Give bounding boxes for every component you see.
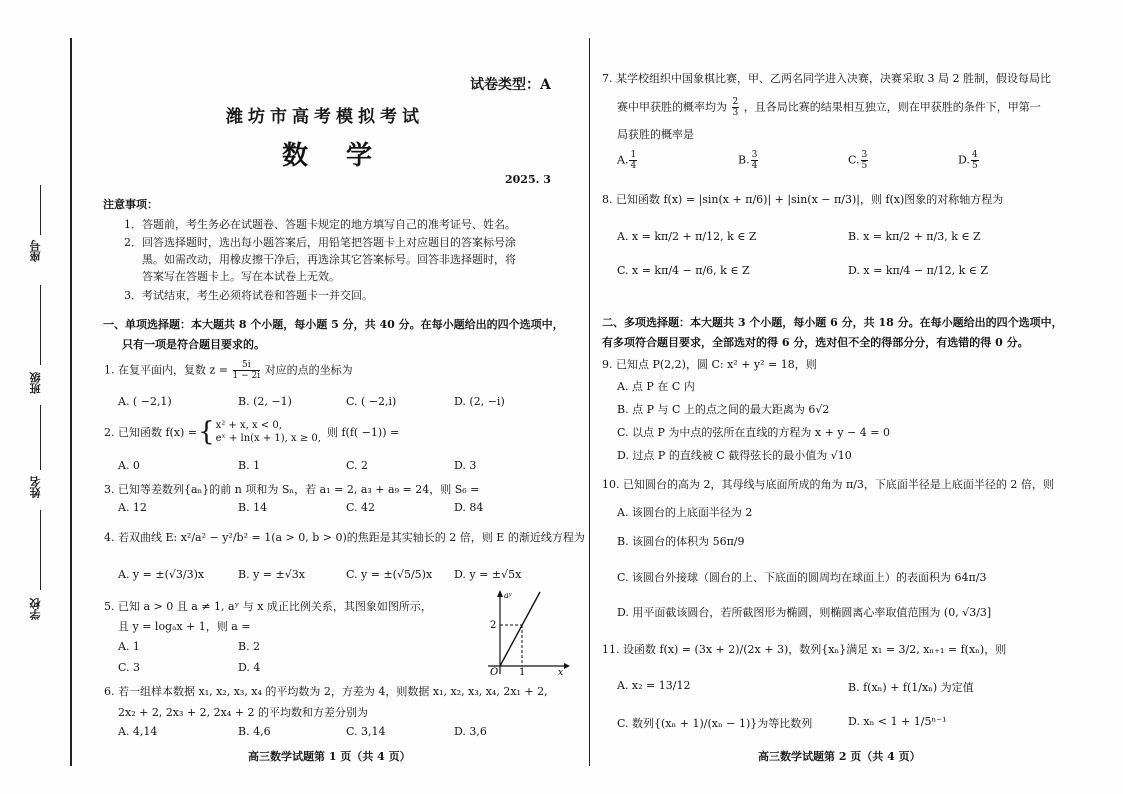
notice-item-2: 2．回答选择题时，选出每小题答案后，用铅笔把答题卡上对应题目的答案标号涂 [124, 236, 516, 249]
q2-option-a: A. 0 [118, 459, 140, 472]
q7-option-a-den: 4 [630, 161, 637, 171]
q2-brace: { [198, 417, 215, 447]
q1-stem-b: 对应的点的坐标为 [264, 363, 353, 377]
q1-stem [104, 360, 353, 381]
notice-title: 注意事项： [103, 198, 158, 211]
q7-stem-line3: 局获胜的概率是 [617, 128, 694, 141]
q2-cases [216, 419, 321, 445]
q7-prob-num: 2 [732, 97, 739, 107]
q7-option-d [958, 150, 980, 171]
q10-option-a: A. 该圆台的上底面半径为 2 [617, 506, 753, 519]
q5-graph-y-label: aʸ [504, 591, 512, 600]
q4-option-d: D. y = ±√5x [454, 568, 522, 581]
center-divider [589, 38, 590, 766]
q5-option-a: A. 1 [118, 640, 140, 653]
binding-seat-label: 座号 [29, 240, 42, 262]
binding-class-label: 班级 [29, 372, 42, 394]
q5-graph-y-arrow [497, 590, 503, 597]
q9-option-a: A. 点 P 在 C 内 [617, 380, 695, 393]
q10-stem: 10. 已知圆台的高为 2，其母线与底面所成的角为 π/3，下底面半径是上底面半径的 2 倍，则 [602, 478, 1054, 491]
q2-case-2: eˣ + ln(x + 1), x ≥ 0, [215, 433, 321, 444]
binding-class-blank [40, 285, 41, 365]
q6-option-c: C. 3,14 [346, 725, 386, 738]
q7-option-b-letter: B. [738, 153, 750, 167]
q5-option-d: D. 4 [238, 661, 261, 674]
notice-item-1: 1．答题前，考生务必在试题卷、答题卡规定的地方填写自己的准考证号、姓名。 [124, 218, 516, 231]
notice-item-3: 3．考试结束，考生必须将试卷和答题卡一并交回。 [124, 289, 373, 302]
notice-item-2-cont: 黑。如需改动，用橡皮擦干净后，再选涂其它答案标号。回答非选择题时，将 [142, 253, 516, 266]
q2-option-c: C. 2 [346, 459, 369, 472]
q7-stem-line1: 7. 某学校组织中国象棋比赛，甲、乙两名同学进入决赛，决赛采取 3 局 2 胜制，假设每局比 [602, 72, 1051, 85]
q1-option-c: C. ( −2,i) [346, 395, 397, 408]
q7-option-a-num: 1 [630, 150, 637, 160]
footer-left: 高三数学试题第 1 页（共 4 页） [248, 750, 411, 763]
exam-date: 2025. 3 [505, 173, 551, 186]
section2-heading-cont: 有多项符合题目要求，全部选对的得 6 分，选对但不全的得部分分，有选错的得 0 分。 [602, 336, 1029, 349]
q1-fraction [233, 360, 261, 381]
q5-stem-line1: 5. 已知 a > 0 且 a ≠ 1, aʸ 与 x 成正比例关系，其图象如图所示， [104, 600, 432, 613]
q8-stem: 8. 已知函数 f(x) = |sin(x + π/6)| + |sin(x − π/3)|，则 f(x)图象的对称轴方程为 [602, 193, 1004, 206]
q6-stem-line2: 2x₂ + 2, 2x₃ + 2, 2x₄ + 2 的平均数和方差分别为 [118, 706, 368, 719]
q2-stem [104, 419, 399, 445]
q8-option-c: C. x = kπ/4 − π/6, k ∈ Z [617, 264, 750, 277]
q5-graph-line [500, 592, 540, 666]
section1-heading: 一、单项选择题：本大题共 8 个小题，每小题 5 分，共 40 分。在每小题给出的四个选项中， [103, 318, 564, 331]
q4-option-a: A. y = ±(√3/3)x [118, 568, 205, 581]
q2-stem-a: 2. 已知函数 f(x) = [104, 426, 198, 439]
q7-stem-line2-a: 赛中甲获胜的概率均为 [617, 100, 727, 114]
section1-heading-cont: 只有一项是符合题目要求的。 [122, 338, 265, 351]
q5-graph-origin: O [490, 667, 499, 676]
q8-option-d: D. x = kπ/4 − π/12, k ∈ Z [848, 264, 989, 277]
q5-graph [478, 588, 570, 676]
footer-right: 高三数学试题第 2 页（共 4 页） [758, 750, 921, 763]
q1-option-b: B. (2, −1) [238, 395, 292, 408]
q7-prob-fraction [732, 97, 740, 118]
q7-option-b-den: 4 [751, 161, 758, 171]
binding-name-label: 姓名 [29, 476, 42, 498]
q6-option-a: A. 4,14 [118, 725, 158, 738]
q7-option-b-frac [751, 150, 759, 171]
q9-option-c: C. 以点 P 为中点的弦所在直线的方程为 x + y − 4 = 0 [617, 426, 890, 439]
q3-option-b: B. 14 [238, 501, 268, 514]
q7-option-b-num: 3 [751, 150, 758, 160]
q7-option-d-letter: D. [958, 153, 970, 167]
q7-prob-den: 3 [732, 108, 739, 118]
q7-option-d-frac [971, 150, 979, 171]
q4-stem: 4. 若双曲线 E: x²/a² − y²/b² = 1(a > 0, b > 0)的焦距是其实轴长的 2 倍，则 E 的渐近线方程为 [104, 531, 585, 544]
q11-option-d: D. xₙ < 1 + 1/5ⁿ⁻¹ [848, 715, 947, 728]
q1-stem-a: 1. 在复平面内，复数 z = [104, 363, 228, 377]
q9-option-b: B. 点 P 与 C 上的点之间的最大距离为 6√2 [617, 403, 830, 416]
q5-option-c: C. 3 [118, 661, 141, 674]
q2-option-d: D. 3 [454, 459, 477, 472]
q6-option-d: D. 3,6 [454, 725, 487, 738]
q3-option-a: A. 12 [118, 501, 147, 514]
q8-option-a: A. x = kπ/2 + π/12, k ∈ Z [617, 230, 757, 243]
q1-den: 1 − 2i [232, 371, 261, 381]
q5-graph-tick-y: 2 [490, 620, 497, 631]
q11-option-a: A. x₂ = 13/12 [617, 679, 691, 692]
q4-option-b: B. y = ±√3x [238, 568, 305, 581]
notice-item-2-end: 答案写在答题卡上。写在本试卷上无效。 [142, 270, 340, 283]
q7-option-c-letter: C. [848, 153, 860, 167]
q4-option-c: C. y = ±(√5/5)x [346, 568, 433, 581]
q3-option-c: C. 42 [346, 501, 376, 514]
q10-option-b: B. 该圆台的体积为 56π/9 [617, 535, 745, 548]
binding-seat-blank [40, 185, 41, 235]
binding-school-blank [40, 510, 41, 590]
q3-stem: 3. 已知等差数列{aₙ}的前 n 项和为 Sₙ，若 a₁ = 2, a₃ + a₉ = 24，则 S₆ = [104, 483, 480, 496]
q10-option-d: D. 用平面截该圆台，若所截图形为椭圆，则椭圆离心率取值范围为 (0, √3/3] [617, 606, 992, 619]
q2-stem-b: 则 f(f( −1)) = [326, 426, 400, 439]
q7-stem-line2-b: ，且各局比赛的结果相互独立，则在甲获胜的条件下，甲第一 [743, 100, 1041, 114]
q11-stem: 11. 设函数 f(x) = (3x + 2)/(2x + 3)，数列{xₙ}满足 x₁ = 3/2, xₙ₊₁ = f(xₙ)，则 [602, 643, 1007, 656]
q5-stem-line2: 且 y = logₐx + 1，则 a = [118, 620, 251, 633]
subject-title: 数 学 [282, 141, 379, 171]
q7-option-b [738, 150, 759, 171]
q5-graph-x-label: x [558, 668, 564, 676]
q11-option-c: C. 数列{(xₙ + 1)/(xₙ − 1)}为等比数列 [617, 717, 813, 730]
binding-school-label: 学校 [29, 598, 42, 620]
q10-option-c: C. 该圆台外接球（圆台的上、下底面的圆周均在球面上）的表面积为 64π/3 [617, 571, 987, 584]
binding-name-blank [40, 405, 41, 470]
q7-option-c-num: 3 [861, 150, 868, 160]
q5-graph-x-arrow [564, 663, 570, 669]
q9-stem: 9. 已知点 P(2,2)，圆 C: x² + y² = 18，则 [602, 358, 817, 371]
q1-num: 5i [233, 360, 261, 371]
q11-option-b: B. f(xₙ) + f(1/xₙ) 为定值 [848, 681, 974, 694]
q7-option-c [848, 150, 869, 171]
exam-title: 潍坊市高考模拟考试 [226, 107, 424, 127]
q7-option-c-frac [861, 150, 869, 171]
q6-option-b: B. 4,6 [238, 725, 271, 738]
binding-line [70, 38, 72, 766]
q5-option-b: B. 2 [238, 640, 261, 653]
q7-option-a-frac [629, 150, 637, 171]
q7-option-d-den: 5 [971, 161, 978, 171]
q7-option-c-den: 5 [861, 161, 868, 171]
q7-option-a [617, 150, 638, 171]
q9-option-d: D. 过点 P 的直线被 C 截得弦长的最小值为 √10 [617, 449, 852, 462]
q1-option-a: A. ( −2,1) [118, 395, 172, 408]
q7-stem-line2 [617, 97, 1041, 118]
q1-option-d: D. (2, −i) [454, 395, 505, 408]
section2-heading: 二、多项选择题：本大题共 3 个小题，每小题 6 分，共 18 分。在每小题给出的四个选项中， [602, 316, 1063, 329]
q6-stem-line1: 6. 若一组样本数据 x₁, x₂, x₃, x₄ 的平均数为 2，方差为 4，则数据 x₁, x₂, x₃, x₄, 2x₁ + 2, [104, 685, 548, 698]
q7-option-d-num: 4 [971, 150, 978, 160]
q7-option-a-letter: A. [617, 153, 629, 167]
q5-graph-tick-x: 1 [519, 667, 526, 676]
q8-option-b: B. x = kπ/2 + π/3, k ∈ Z [848, 230, 981, 243]
q3-option-d: D. 84 [454, 501, 484, 514]
q2-case-1: x² + x, x < 0, [215, 420, 282, 431]
paper-type: 试卷类型：A [470, 77, 551, 93]
q2-option-b: B. 1 [238, 459, 261, 472]
